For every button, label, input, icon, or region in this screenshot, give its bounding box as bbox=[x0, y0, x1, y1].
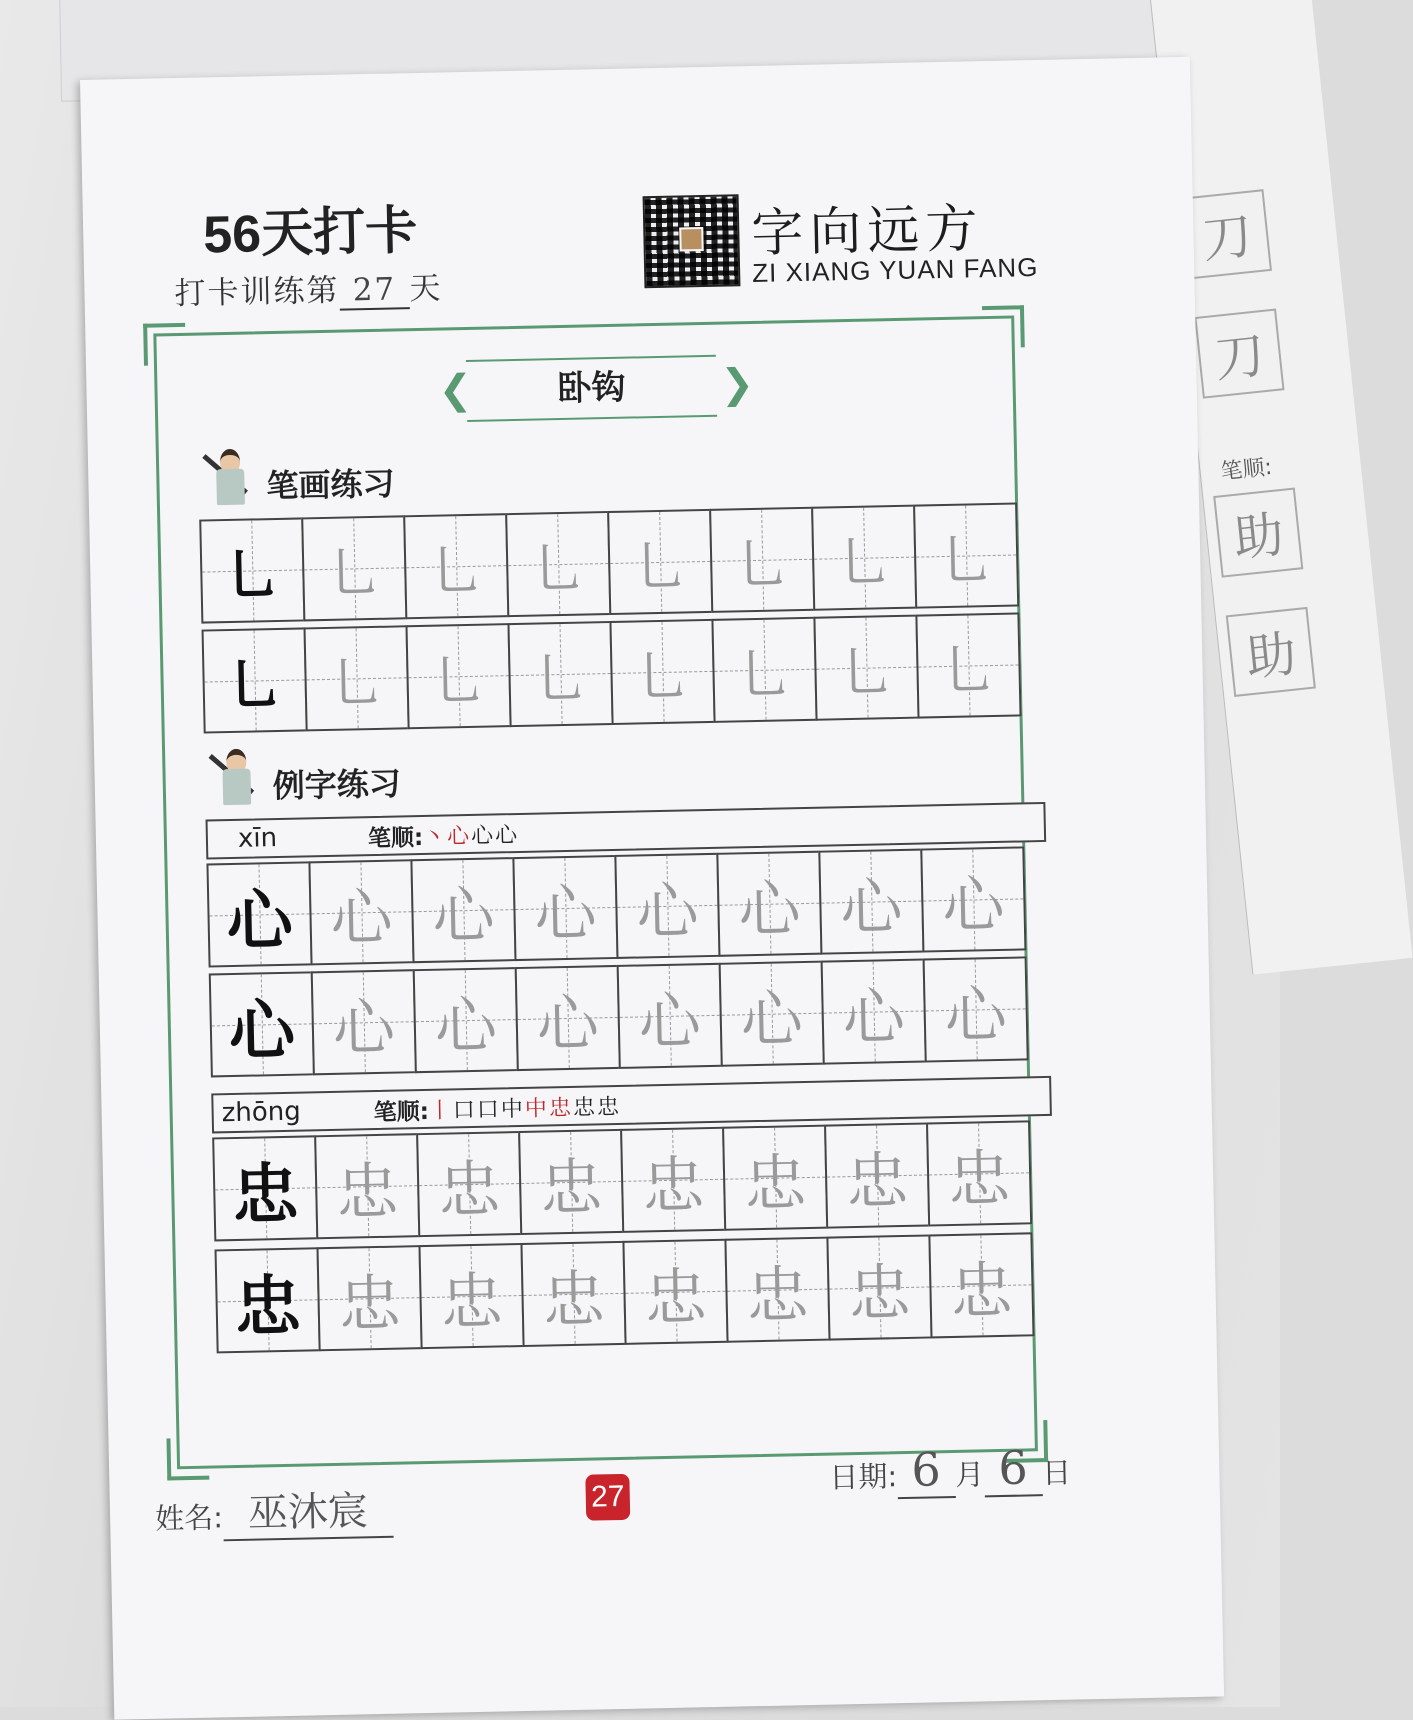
trace-glyph: 心 bbox=[638, 983, 702, 1058]
tracing-cell bbox=[709, 507, 815, 613]
character-practice-row bbox=[215, 1232, 1033, 1353]
stroke-practice-row bbox=[202, 612, 1020, 733]
name-label: 姓名: bbox=[154, 1500, 224, 1536]
tracing-cell bbox=[301, 515, 407, 621]
tracing-cell bbox=[923, 956, 1029, 1062]
model-glyph: 乚 bbox=[224, 541, 281, 607]
tracing-cell bbox=[518, 1129, 624, 1235]
example-practice-heading: 例字练习 bbox=[272, 764, 402, 806]
name-handwritten: 巫沐宸 bbox=[222, 1479, 393, 1542]
stroke-practice-heading: 笔画练习 bbox=[266, 464, 395, 506]
tracing-cell bbox=[913, 502, 1019, 608]
brand-english: ZI XIANG YUAN FANG bbox=[751, 251, 1039, 288]
tracing-cell bbox=[413, 967, 519, 1073]
tracing-cell bbox=[505, 511, 611, 617]
trace-glyph: 乚 bbox=[634, 643, 691, 708]
stroke-order-sequence bbox=[429, 1089, 622, 1124]
trace-glyph: 乚 bbox=[940, 637, 997, 702]
character-practice-row bbox=[212, 1120, 1030, 1241]
tracing-cell bbox=[928, 1232, 1034, 1338]
tracing-cell bbox=[314, 1133, 420, 1239]
day-label: 日 bbox=[1041, 1455, 1072, 1491]
name-field bbox=[154, 1479, 393, 1543]
tracing-cell bbox=[609, 619, 715, 725]
stroke-order-step: 忠 bbox=[548, 1095, 574, 1121]
tracing-cell bbox=[915, 612, 1021, 718]
character-practice-row bbox=[206, 846, 1024, 967]
model-glyph: 心 bbox=[225, 880, 294, 960]
trace-glyph: 乚 bbox=[938, 527, 994, 592]
trace-glyph: 乚 bbox=[736, 641, 793, 706]
date-day-value: 6 bbox=[984, 1440, 1043, 1497]
pinyin-label: xīn bbox=[237, 823, 278, 854]
trace-glyph: 心 bbox=[635, 873, 700, 949]
stroke-order-step: 口 bbox=[476, 1096, 502, 1123]
side-cell bbox=[1182, 189, 1272, 279]
trace-glyph: 乚 bbox=[838, 639, 895, 704]
character-practice-row bbox=[209, 956, 1027, 1077]
side-cell bbox=[1194, 309, 1284, 399]
trace-glyph: 忠 bbox=[335, 1154, 400, 1229]
trace-glyph: 忠 bbox=[743, 1145, 808, 1220]
stroke-order-step: 丨 bbox=[428, 1097, 454, 1124]
tracing-cell bbox=[716, 851, 822, 957]
tracing-cell bbox=[920, 846, 1026, 952]
model-glyph: 忠 bbox=[233, 1266, 302, 1346]
stroke-order-label: 笔顺: bbox=[373, 1098, 430, 1126]
trace-glyph: 心 bbox=[839, 869, 904, 944]
tracing-cell bbox=[418, 1243, 524, 1349]
tracing-cell bbox=[507, 621, 613, 727]
trace-glyph: 忠 bbox=[745, 1257, 810, 1332]
model-cell bbox=[202, 627, 308, 733]
tracing-cell bbox=[926, 1120, 1032, 1226]
trace-glyph: 忠 bbox=[337, 1266, 402, 1341]
trace-glyph: 乚 bbox=[430, 648, 487, 713]
trace-glyph: 心 bbox=[941, 867, 1006, 942]
model-glyph: 乚 bbox=[227, 651, 283, 717]
trace-glyph: 乚 bbox=[329, 650, 385, 715]
brand-logo-text: 字向远方 bbox=[750, 199, 984, 264]
tracing-cell bbox=[719, 961, 825, 1067]
tracing-cell bbox=[405, 623, 511, 729]
tracing-cell bbox=[824, 1122, 930, 1228]
tracing-cell bbox=[826, 1234, 932, 1340]
lesson-title-banner: 卧钩 bbox=[466, 355, 717, 422]
trace-glyph: 忠 bbox=[845, 1143, 909, 1218]
tracing-cell bbox=[811, 505, 917, 611]
side-cell bbox=[1213, 488, 1303, 578]
trace-glyph: 心 bbox=[842, 979, 906, 1054]
trace-glyph: 乚 bbox=[734, 531, 790, 596]
model-cell bbox=[199, 517, 305, 623]
banner-left-tail: ❮ bbox=[438, 366, 473, 414]
tracing-cell bbox=[614, 853, 720, 959]
month-label: 月 bbox=[954, 1457, 985, 1492]
trace-glyph: 心 bbox=[737, 871, 802, 946]
trace-glyph: 心 bbox=[431, 878, 496, 953]
trace-glyph: 忠 bbox=[641, 1147, 706, 1222]
trace-glyph: 忠 bbox=[847, 1255, 912, 1330]
scholar-mascot-icon bbox=[214, 748, 259, 807]
side-glyph: 助 bbox=[1243, 624, 1300, 688]
tracing-cell bbox=[416, 1131, 522, 1237]
model-glyph: 心 bbox=[228, 990, 296, 1070]
model-cell bbox=[206, 861, 312, 967]
stroke-order-step: 中 bbox=[524, 1095, 550, 1122]
tracing-cell bbox=[403, 513, 509, 619]
stroke-order-step: 忠 bbox=[572, 1094, 598, 1121]
stroke-order-step: 心 bbox=[470, 822, 496, 849]
frame-corner-ornament bbox=[143, 323, 186, 366]
tracing-cell bbox=[515, 965, 621, 1071]
tracing-cell bbox=[304, 625, 410, 731]
trace-glyph: 忠 bbox=[947, 1141, 1011, 1216]
tracing-cell bbox=[316, 1245, 422, 1351]
stroke-order-step: 心 bbox=[446, 823, 472, 849]
worksheet-page bbox=[80, 57, 1224, 1720]
page-number-badge: 27 bbox=[585, 1474, 630, 1521]
trace-glyph: 乚 bbox=[326, 540, 383, 605]
stroke-order-label: 笔顺: bbox=[367, 824, 424, 852]
trace-glyph: 心 bbox=[943, 977, 1008, 1052]
page-title: 56天打卡 bbox=[202, 201, 418, 265]
stroke-order-step: 丶 bbox=[422, 823, 448, 850]
date-field bbox=[829, 1440, 1072, 1501]
side-glyph: 刀 bbox=[1199, 206, 1256, 270]
pinyin-label: zhōng bbox=[221, 1096, 301, 1129]
tracing-cell bbox=[711, 617, 817, 723]
trace-glyph: 乚 bbox=[530, 536, 586, 601]
frame-corner-ornament bbox=[166, 1438, 209, 1481]
trace-glyph: 忠 bbox=[541, 1261, 606, 1337]
stroke-order-sequence bbox=[423, 817, 520, 850]
trace-glyph: 心 bbox=[536, 985, 600, 1061]
stroke-order-step: 忠 bbox=[596, 1094, 622, 1120]
side-cell bbox=[1226, 607, 1316, 697]
model-cell bbox=[215, 1247, 321, 1353]
tracing-cell bbox=[620, 1127, 726, 1233]
trace-glyph: 忠 bbox=[949, 1253, 1014, 1328]
trace-glyph: 忠 bbox=[437, 1151, 502, 1227]
trace-glyph: 忠 bbox=[643, 1259, 708, 1334]
trace-glyph: 心 bbox=[740, 981, 804, 1056]
side-glyph: 助 bbox=[1230, 505, 1287, 569]
trace-glyph: 忠 bbox=[439, 1263, 504, 1339]
date-label: 日期: bbox=[829, 1459, 898, 1495]
date-month-value: 6 bbox=[897, 1442, 956, 1499]
side-order-label: 笔顺: bbox=[1219, 454, 1274, 486]
trace-glyph: 乚 bbox=[632, 533, 688, 599]
trace-glyph: 心 bbox=[332, 990, 396, 1065]
checkin-day-line bbox=[174, 262, 443, 314]
banner-right-tail: ❯ bbox=[720, 360, 755, 408]
qr-logo-icon bbox=[679, 227, 703, 251]
tracing-cell bbox=[821, 959, 927, 1065]
trace-glyph: 心 bbox=[434, 987, 498, 1063]
trace-glyph: 心 bbox=[533, 875, 598, 951]
tracing-cell bbox=[724, 1237, 830, 1343]
stroke-order-step: 心 bbox=[494, 822, 520, 848]
frame-corner-ornament bbox=[982, 305, 1025, 348]
tracing-cell bbox=[512, 855, 618, 961]
tracing-cell bbox=[308, 859, 414, 965]
tracing-cell bbox=[818, 849, 924, 955]
tracing-cell bbox=[813, 615, 919, 721]
tracing-cell bbox=[622, 1239, 728, 1345]
model-glyph: 忠 bbox=[231, 1154, 300, 1234]
model-cell bbox=[212, 1135, 318, 1241]
trace-glyph: 乚 bbox=[836, 529, 892, 594]
stroke-order-step: 口 bbox=[452, 1097, 478, 1123]
tracing-cell bbox=[607, 509, 713, 615]
tracing-cell bbox=[410, 857, 516, 963]
tracing-cell bbox=[311, 969, 417, 1075]
trace-glyph: 忠 bbox=[539, 1149, 604, 1225]
scholar-mascot-icon bbox=[208, 448, 253, 507]
checkin-prefix: 打卡训练第 bbox=[174, 272, 340, 313]
tracing-cell bbox=[722, 1125, 828, 1231]
tracing-cell bbox=[617, 963, 723, 1069]
model-cell bbox=[209, 971, 315, 1077]
checkin-day-value: 27 bbox=[339, 271, 410, 310]
side-glyph: 刀 bbox=[1211, 326, 1268, 390]
trace-glyph: 乚 bbox=[428, 538, 485, 603]
trace-glyph: 乚 bbox=[532, 646, 589, 711]
checkin-suffix: 天 bbox=[409, 270, 443, 308]
stroke-order-step: 中 bbox=[500, 1096, 526, 1122]
stroke-practice-row bbox=[199, 503, 1017, 624]
tracing-cell bbox=[520, 1241, 626, 1347]
trace-glyph: 心 bbox=[329, 880, 394, 955]
